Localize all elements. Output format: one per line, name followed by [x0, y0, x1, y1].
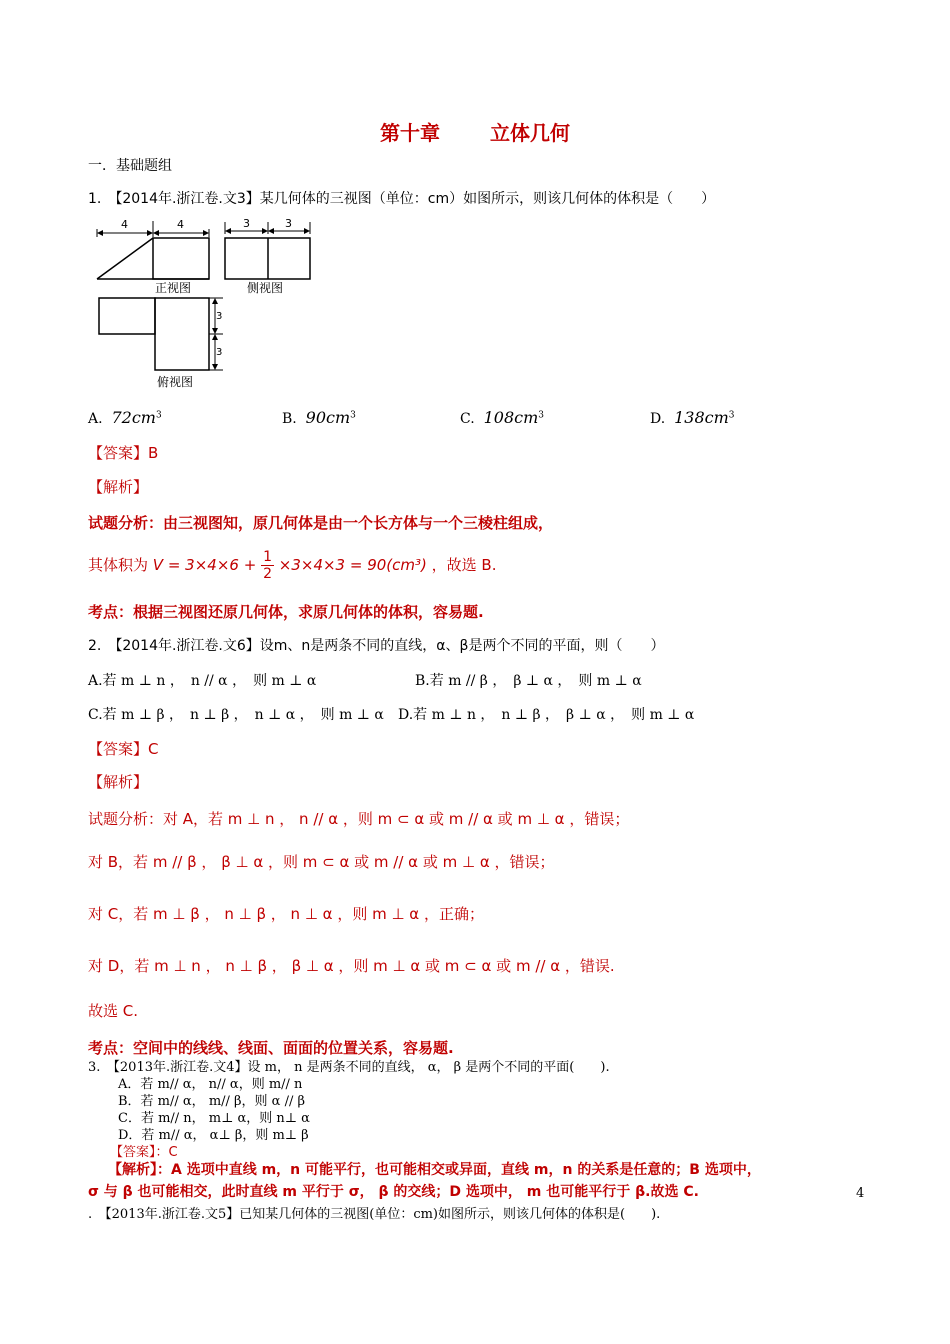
q1-option-b: B. $90cm^3$ [282, 408, 356, 427]
chapter-title [0, 117, 950, 146]
top-dimension-lines [209, 298, 223, 370]
q3-analysis-line-1: 【解析】：A 选项中直线 m，n 可能平行，也可能相交或异面，直线 m，n 的关系是任意的；B 选项中， [108, 1162, 761, 1178]
label-front-view: 正视图 [155, 281, 192, 295]
q1-option-d: D. $138cm^3$ [650, 408, 735, 427]
q1-kaodian: 考点：根据三视图还原几何体，求原几何体的体积，容易题. [88, 603, 484, 621]
q1-option-a: A. $72cm^3$ [88, 408, 162, 427]
q2-analysis-line-1: 试题分析：对 A，若 m ⊥ n ， n // α ，则 m ⊂ α 或 m // α 或 m ⊥ α ，错误； [88, 810, 630, 828]
dim-side-left: 3 [243, 217, 250, 230]
q2-option-b: B.若 m // β ， β ⊥ α ， 则 m ⊥ α [415, 673, 642, 689]
q3-option-b: B．若 m// α， m// β，则 α // β [118, 1094, 306, 1109]
q1-analysis-line-2 [88, 545, 496, 585]
section-heading: 一．基础题组 [88, 158, 172, 174]
q2-option-c: C.若 m ⊥ β ， n ⊥ β ， n ⊥ α ， 则 m ⊥ α [88, 707, 384, 723]
dim-top-lower: 3 [216, 347, 223, 358]
q1-formula-a: V = 3×4×6 + [152, 556, 257, 574]
q1-option-c: C. $108cm^3$ [460, 408, 544, 427]
dim-side-right: 3 [285, 217, 292, 230]
q1-volume-prefix: 其体积为 [88, 556, 149, 574]
three-view-figure [85, 212, 335, 392]
chapter-name: 立体几何 [489, 121, 570, 145]
side-dimension-lines [225, 222, 310, 234]
q2-answer: 【答案】C [88, 740, 159, 758]
dim-front-right: 4 [177, 218, 184, 231]
q1-formula-b: ×3×4×3 = 90(cm³) [278, 556, 427, 574]
q2-conclusion: 故选 C. [88, 1002, 139, 1020]
q1-analysis-line-1: 试题分析：由三视图知，原几何体是由一个长方体与一个三棱柱组成， [88, 514, 554, 532]
q1-volume-suffix: ，故选 B. [431, 556, 497, 574]
q1-analysis-label: 【解析】 [88, 478, 149, 496]
q1-fraction: $\frac{1}{2}$ [263, 549, 272, 582]
q3-option-c: C．若 m// n， m⊥ α，则 n⊥ α [118, 1111, 310, 1126]
page-number: 4 [856, 1186, 865, 1201]
label-top-view: 俯视图 [157, 375, 194, 389]
front-view [97, 238, 209, 279]
q2-analysis-label: 【解析】 [88, 773, 149, 791]
label-side-view: 侧视图 [247, 281, 284, 295]
q3-option-a: A．若 m// α， n// α，则 m// n [118, 1077, 303, 1092]
chapter-number: 第十章 [380, 121, 441, 145]
q2-option-d: D.若 m ⊥ n ， n ⊥ β ， β ⊥ α ， 则 m ⊥ α [398, 707, 695, 723]
side-view [225, 238, 310, 279]
q3-analysis-line-2: σ 与 β 也可能相交，此时直线 m 平行于 σ， β 的交线；D 选项中， m 也可能平行于 β.故选 C. [88, 1184, 699, 1200]
q1-stem: 1. 【2014年.浙江卷.文3】某几何体的三视图（单位：cm）如图所示，则该几何体的体积是（ ） [88, 191, 716, 207]
q3-answer: 【答案】：C [110, 1145, 178, 1160]
q2-analysis-line-2: 对 B，若 m // β ， β ⊥ α ，则 m ⊂ α 或 m // α 或 m ⊥ α ，错误； [88, 853, 555, 871]
q2-analysis-line-4: 对 D，若 m ⊥ n ， n ⊥ β ， β ⊥ α ，则 m ⊥ α 或 m ⊂ α 或 m // α ，错误. [88, 957, 615, 975]
dim-front-left: 4 [121, 218, 128, 231]
q4-stem: . 【2013年.浙江卷.文5】已知某几何体的三视图(单位：cm)如图所示，则该几何体的体积是( ). [88, 1207, 661, 1222]
q3-stem: 3. 【2013年.浙江卷.文4】设 m， n 是两条不同的直线， α， β 是两个不同的平面( ). [88, 1060, 610, 1075]
q3-option-d: D．若 m// α， α⊥ β，则 m⊥ β [118, 1128, 309, 1143]
top-view [99, 298, 209, 370]
dim-top-upper: 3 [216, 311, 223, 322]
q2-analysis-line-3: 对 C，若 m ⊥ β ， n ⊥ β ， n ⊥ α ，则 m ⊥ α ，正确； [88, 905, 484, 923]
q1-answer: 【答案】B [88, 444, 159, 462]
q2-option-a: A.若 m ⊥ n ， n // α ， 则 m ⊥ α [88, 673, 317, 689]
front-dimension-lines [97, 221, 209, 237]
q2-stem: 2. 【2014年.浙江卷.文6】设m、n是两条不同的直线，α、β是两个不同的平面，则（ ） [88, 638, 665, 654]
q2-kaodian: 考点：空间中的线线、线面、面面的位置关系，容易题. [88, 1039, 454, 1057]
